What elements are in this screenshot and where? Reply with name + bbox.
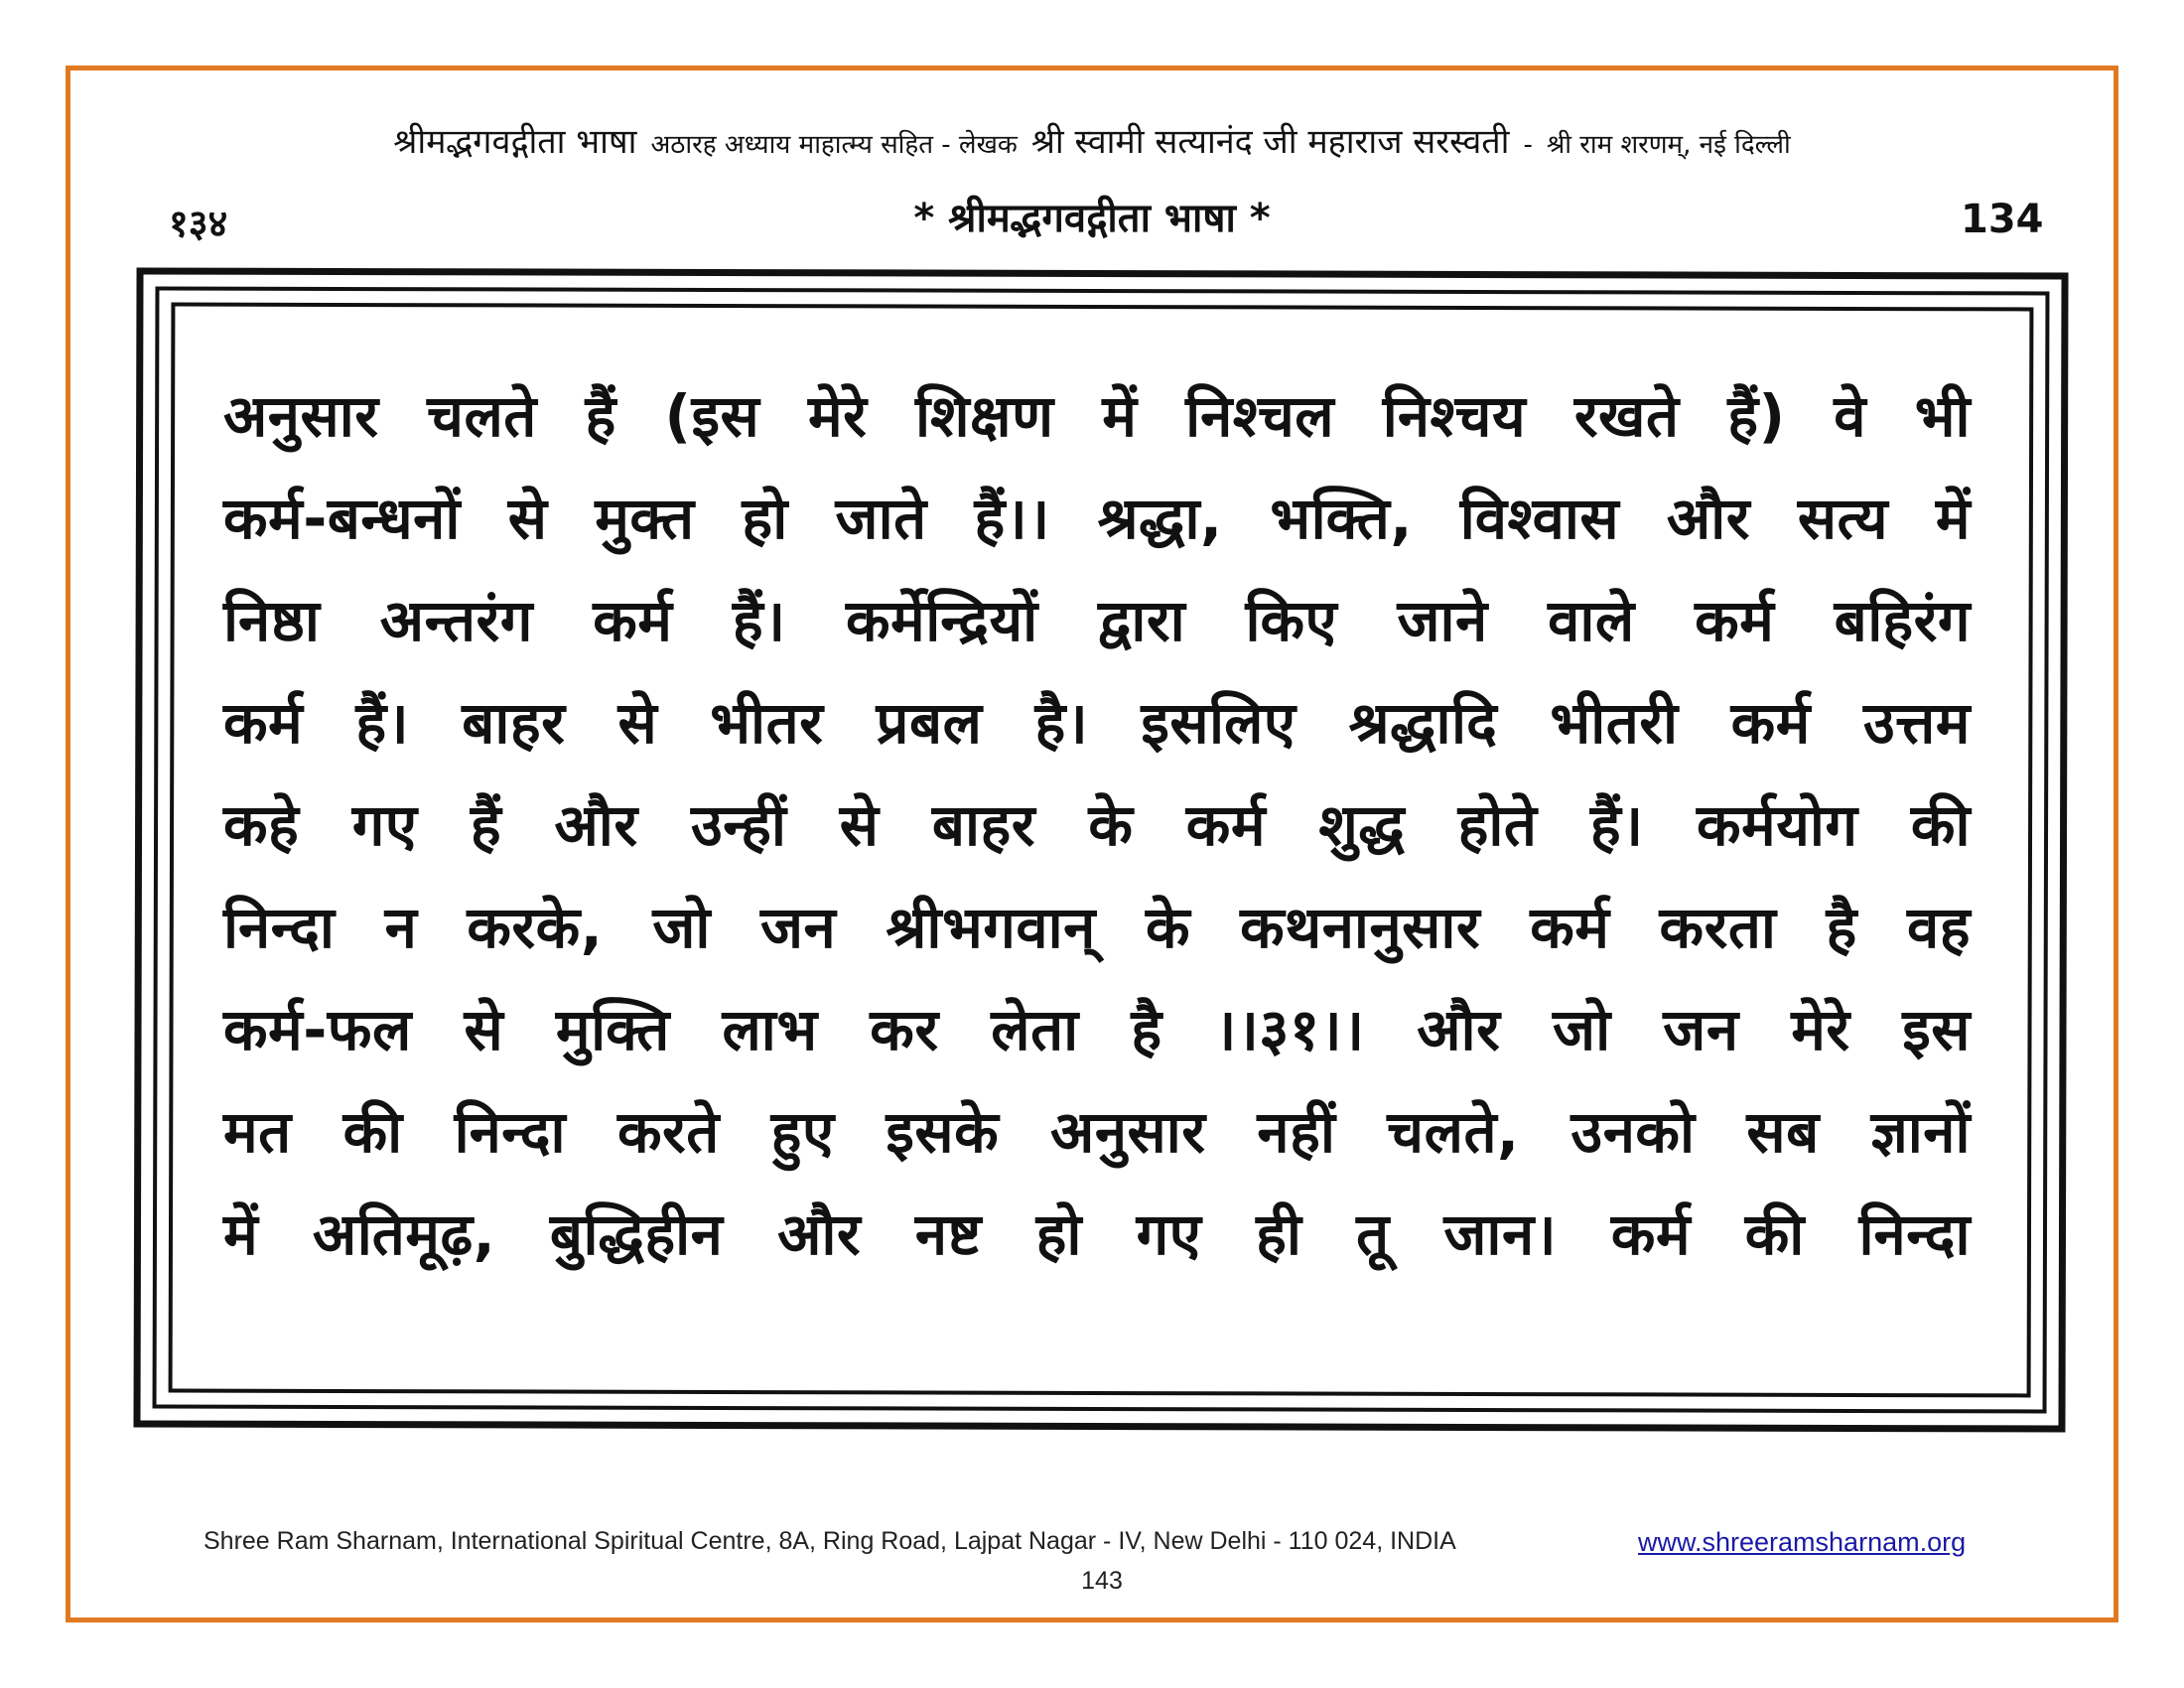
footer-page-number: 143 <box>1081 1567 1123 1595</box>
document-header <box>99 117 2085 177</box>
text-line: कर्म हैं। बाहर से भीतर प्रबल है। इसलिए श्रद्धादि भीतरी कर्म उत्तम <box>223 689 1971 757</box>
text-line: कर्म-फल से मुक्ति लाभ कर लेता है ।।३१।। और जो जन मेरे इस <box>223 996 1971 1063</box>
text-line: अनुसार चलते हैं (इस मेरे शिक्षण में निश्चल निश्चय रखते हैं) वे भी <box>223 382 1971 450</box>
publisher-name: श्री राम शरणम्, नई दिल्ली <box>1546 130 1791 160</box>
page-number-devanagari: १३४ <box>169 202 228 245</box>
author-name: श्री स्वामी सत्यानंद जी महाराज सरस्वती <box>1030 122 1510 162</box>
footer-address: Shree Ram Sharnam, International Spiritual Centre, 8A, Ring Road, Lajpat Nagar - IV, New Delhi - 110 024, INDIA <box>204 1527 1456 1555</box>
text-line: निन्दा न करके, जो जन श्रीभगवान् के कथनानुसार कर्म करता है वह <box>223 894 1971 961</box>
text-line: कहे गए हैं और उन्हीं से बाहर के कर्म शुद्ध होते हैं। कर्मयोग की <box>223 791 1971 859</box>
book-subtitle: अठारह अध्याय माहात्म्य सहित - लेखक <box>650 130 1018 160</box>
text-line: निष्ठा अन्तरंग कर्म हैं। कर्मेन्द्रियों द्वारा किए जाने वाले कर्म बहिरंग <box>223 587 1971 654</box>
running-title: * श्रीमद्भगवद्गीता भाषा * <box>913 196 1271 241</box>
website-link[interactable]: www.shreeramsharnam.org <box>1638 1527 1967 1557</box>
page-number-arabic: 134 <box>1961 197 2044 242</box>
header-separator: - <box>1523 130 1533 160</box>
body-text <box>223 365 1971 1286</box>
text-line: कर्म-बन्धनों से मुक्त हो जाते हैं।। श्रद्धा, भक्ति, विश्वास और सत्य में <box>223 485 1971 552</box>
text-line: मत की निन्दा करते हुए इसके अनुसार नहीं चलते, उनको सब ज्ञानों <box>223 1098 1971 1166</box>
text-line: में अतिमूढ़, बुद्धिहीन और नष्ट हो गए ही तू जान। कर्म की निन्दा <box>223 1200 1971 1268</box>
book-title: श्रीमद्भगवद्गीता भाषा <box>393 122 637 162</box>
